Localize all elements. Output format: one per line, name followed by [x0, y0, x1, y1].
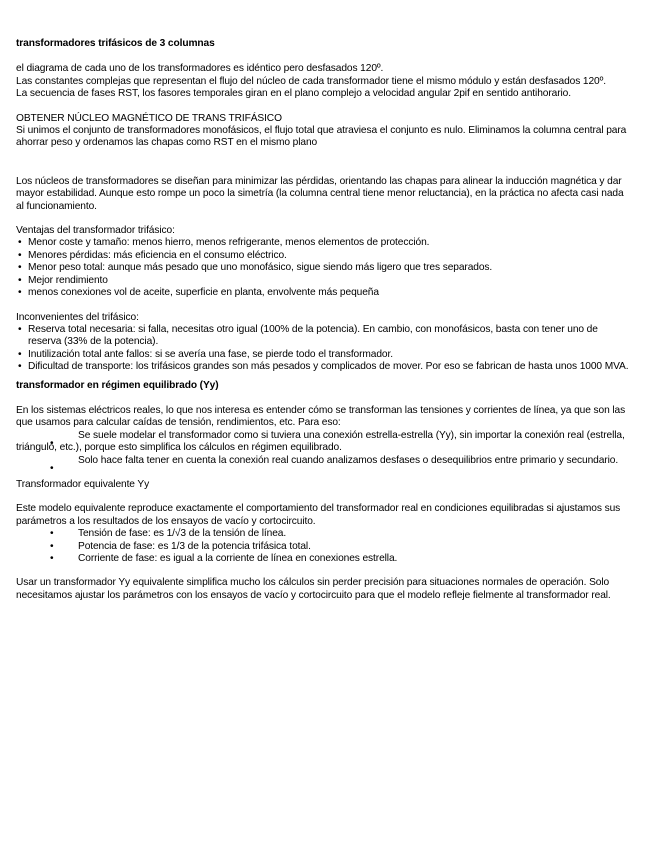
list-item: • Menor coste y tamaño: menos hierro, menos refrigerante, menos elementos de protección. [16, 237, 630, 249]
section-obtener-nucleo [16, 113, 630, 150]
paragraph-diagrama [16, 63, 630, 100]
ventajas-list [16, 237, 630, 299]
list-item: • Menores pérdidas: más eficiencia en el consumo eléctrico. [16, 250, 630, 262]
paragraph-equivalente: Este modelo equivalente reproduce exactamente el comportamiento del transformador real en condiciones equilibradas si ajustamos sus parámetros a los resultados de los ensayos de vacío y cortocircuito. [16, 503, 621, 527]
text-line: Las constantes complejas que representan el flujo del núcleo de cada transformador tiene el mismo módulo y están desfasados 120º. [16, 75, 606, 87]
fase-list [16, 528, 630, 565]
paragraph-sistemas: En los sistemas eléctricos reales, lo que nos interesa es entender cómo se transforman las tensiones y corrientes de línea, ya que son las que usamos para calcular caídas de tensión, rendimientos, etc. Para eso: [16, 404, 626, 429]
document-body [16, 38, 630, 602]
heading-regimen-equilibrado: transformador en régimen equilibrado (Yy) [16, 379, 219, 391]
list-item: • Reserva total necesaria: si falla, necesitas otro igual (100% de la potencia). En cambio, con monofásicos, basta con tener uno de reserva (33% de la potencia). [16, 324, 630, 349]
heading-transformadores-trifasicos: transformadores trifásicos de 3 columnas [16, 38, 215, 49]
section-title: Ventajas del transformador trifásico: [16, 225, 175, 237]
document-page [16, 38, 630, 602]
section-title-equivalente: Transformador equivalente Yy [16, 478, 150, 490]
list-item: • Tensión de fase: es 1/√3 de la tensión de línea. [16, 528, 630, 540]
paragraph-modelar [16, 430, 630, 455]
list-item: • Menor peso total: aunque más pesado que uno monofásico, sigue siendo más ligero que tres separados. [16, 262, 630, 274]
text-line: el diagrama de cada uno de los transformadores es idéntico pero desfasados 120º. [16, 63, 384, 75]
paragraph-nucleos: Los núcleos de transformadores se diseñan para minimizar las pérdidas, orientando las chapas para alinear la inducción magnética y dar mayor estabilidad. Aunque esto rompe un poco la simetría (la columna central tiene menor reluctancia), en la práctica no afecta casi nada al funcionamiento. [16, 175, 624, 212]
section-ventajas [16, 225, 630, 299]
inconvenientes-list [16, 324, 630, 374]
text-line: La secuencia de fases RST, los fasores temporales giran en el plano complejo a velocidad angular 2pif en sentido antihorario. [16, 88, 571, 100]
list-item: • Corriente de fase: es igual a la corriente de línea en conexiones estrella. [16, 553, 630, 565]
paragraph-text: Se suele modelar el transformador como si tuviera una conexión estrella-estrella (Yy), sin importar la conexión real (estrella, triángulo, etc.), porque esto simplifica los cálculos en régimen equilibrado. [16, 429, 625, 454]
section-title: OBTENER NÚCLEO MAGNÉTICO DE TRANS TRIFÁSICO [16, 112, 282, 124]
list-item: • Mejor rendimiento [16, 275, 630, 287]
section-inconvenientes [16, 312, 630, 374]
list-item: • Dificultad de transporte: los trifásicos grandes son más pesados y complicados de mover. Por eso se fabrican de hasta unos 1000 MVA. [16, 361, 630, 373]
paragraph-text: Solo hace falta tener en cuenta la conexión real cuando analizamos desfases o desequilibrios entre primario y secundario. [78, 454, 619, 466]
paragraph-text: Si unimos el conjunto de transformadores monofásicos, el flujo total que atraviesa el conjunto es nulo. Eliminamos la columna central para ahorrar peso y ordenamos las chapas como RST en el mismo plano [16, 125, 627, 149]
list-item: • menos conexiones vol de aceite, superficie en planta, envolvente más pequeña [16, 287, 630, 299]
section-title: Inconvenientes del trifásico: [16, 311, 139, 323]
paragraph-solo-hace [16, 455, 630, 467]
list-item: • Potencia de fase: es 1/3 de la potencia trifásica total. [16, 541, 630, 553]
list-item: • Inutilización total ante fallos: si se avería una fase, se pierde todo el transformador. [16, 349, 630, 361]
paragraph-usar: Usar un transformador Yy equivalente simplifica mucho los cálculos sin perder precisión para situaciones normales de operación. Solo necesitamos ajustar los parámetros con los ensayos de vacío y cortocircuito para que el modelo refleje fielmente al transformador real. [16, 577, 611, 601]
